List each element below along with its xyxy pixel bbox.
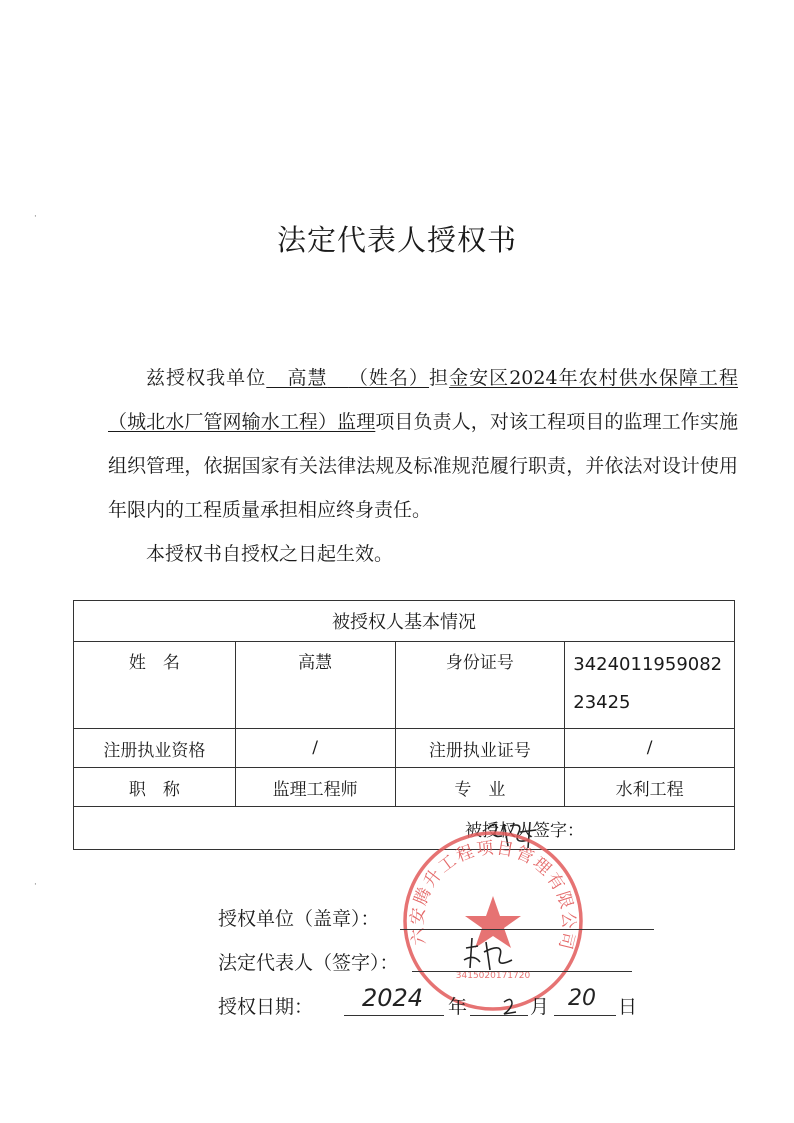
- job-title-value: 监理工程师: [235, 768, 395, 807]
- legal-representative-signature-scribble: [460, 934, 520, 974]
- registered-qualification-value: /: [235, 729, 395, 768]
- legal-representative-label: 法定代表人（签字）：: [218, 952, 399, 974]
- table-header: 被授权人基本情况: [74, 601, 735, 642]
- name-note: （姓名）: [348, 367, 430, 389]
- authorized-name-text: 高慧: [287, 367, 328, 389]
- authorization-paragraph: [108, 356, 738, 532]
- effective-paragraph: 本授权书自授权之日起生效。: [146, 543, 394, 565]
- month-unit: 月: [530, 996, 550, 1018]
- name-value: 高慧: [235, 642, 395, 729]
- major-value: 水利工程: [565, 768, 735, 807]
- date-year-line: [344, 1014, 444, 1016]
- day-unit: 日: [618, 996, 638, 1018]
- seal-text: 六安腾升工程项目管理有限公司: [407, 838, 579, 954]
- authorization-body: [108, 356, 738, 576]
- paragraph-rest: 项目负责人，对该工程项目的监理工作实施组织管理，依据国家有关法律法规及标准规范履行职责，并依法对设计使用年限内的工程质量承担相应终身责任。: [108, 411, 738, 521]
- authorizing-unit-line: [400, 928, 654, 930]
- authorization-date-label: 授权日期：: [218, 996, 314, 1018]
- date-year-handwritten: 2024: [362, 984, 424, 1012]
- paragraph-lead: 兹授权我单位: [146, 367, 267, 389]
- date-day-handwritten: 20: [568, 986, 596, 1011]
- project-name: 金安区2024年农村供水保障工程（城北水厂管网输水工程）监理: [108, 367, 738, 433]
- authorized-person-info-table: [73, 600, 735, 850]
- legal-representative-line: [412, 970, 632, 972]
- id-number-label: 身份证号: [395, 642, 565, 729]
- name-label: 姓 名: [74, 642, 236, 729]
- job-title-label: 职 称: [74, 768, 236, 807]
- authorizing-unit-label: 授权单位（盖章）：: [218, 908, 380, 930]
- registered-certificate-value: /: [565, 729, 735, 768]
- authorized-signature-label: 被授权人签字：: [465, 820, 584, 841]
- registered-certificate-label: 注册执业证号: [395, 729, 565, 768]
- document-title: 法定代表人授权书: [276, 223, 517, 257]
- company-seal: [398, 826, 588, 1016]
- seal-stamp-icon: [398, 826, 588, 1016]
- scan-artifact-mark: ·: [34, 212, 37, 222]
- date-month-handwritten-icon: [500, 996, 520, 1016]
- paragraph-middle: 担: [429, 367, 450, 389]
- id-number-value: 342401195908223425: [565, 642, 735, 729]
- authorized-person-name: [266, 367, 429, 389]
- major-label: 专 业: [395, 768, 565, 807]
- year-unit: 年: [448, 996, 468, 1018]
- registered-qualification-label: 注册执业资格: [74, 729, 236, 768]
- scan-artifact-mark: ·: [34, 880, 37, 890]
- date-day-line: [554, 1014, 616, 1016]
- seal-code: 3415020171720: [455, 971, 531, 981]
